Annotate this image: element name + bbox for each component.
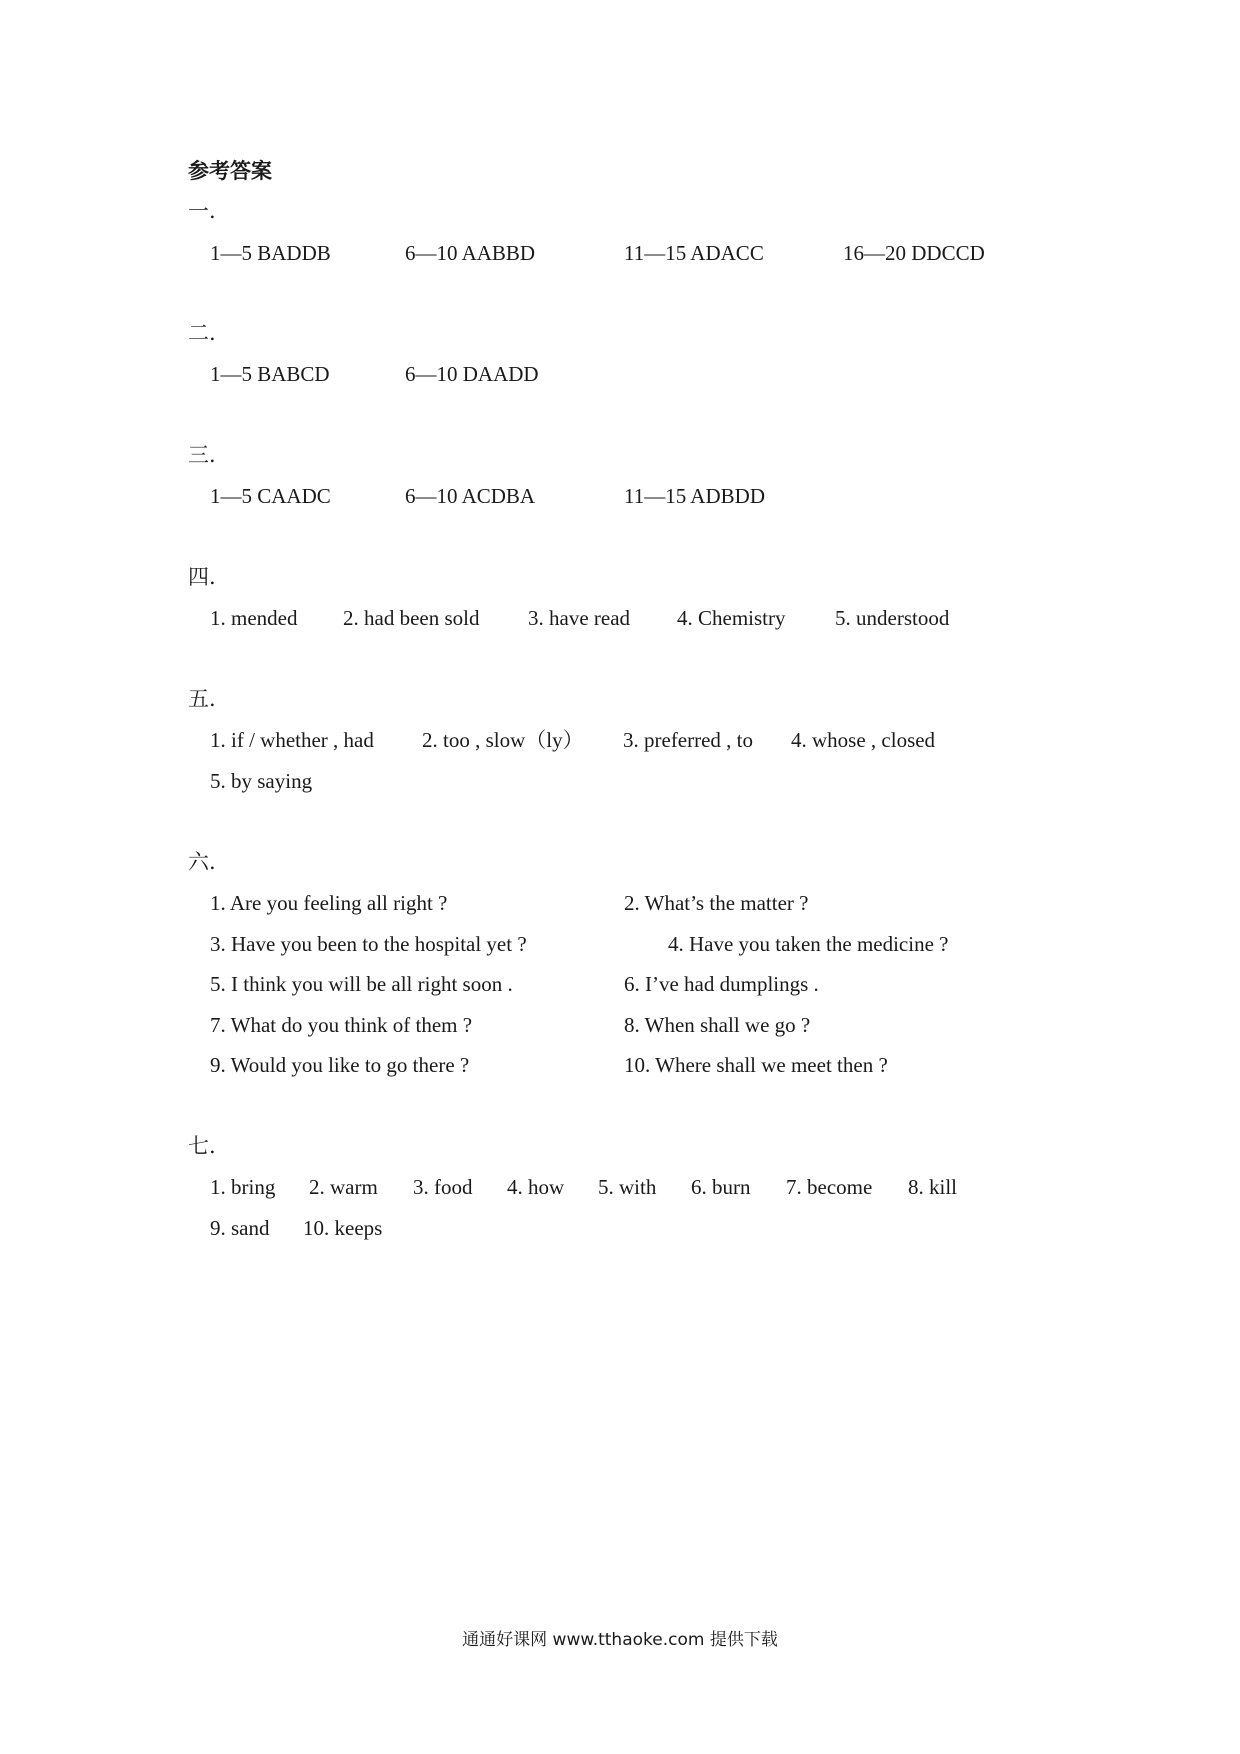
page-title: 参考答案	[188, 159, 272, 183]
answer-row	[0, 359, 1240, 389]
answer-item: 5. I think you will be all right soon .	[210, 972, 513, 996]
section-label-2: 二.	[188, 321, 216, 345]
answer-item: 6—10 AABBD	[405, 241, 536, 265]
answer-row	[0, 1050, 1240, 1080]
answer-item: 6—10 DAADD	[405, 362, 539, 386]
answer-item: 1. bring	[210, 1175, 276, 1199]
section-label-1: 一.	[188, 199, 216, 223]
answer-item: 6. burn	[691, 1175, 751, 1199]
answer-item: 10. Where shall we meet then ?	[624, 1053, 888, 1077]
answer-item: 4. how	[507, 1175, 565, 1199]
answer-item: 10. keeps	[303, 1216, 383, 1240]
answer-item: 9. sand	[210, 1216, 270, 1240]
answer-item: 9. Would you like to go there ?	[210, 1053, 470, 1077]
answer-row	[0, 603, 1240, 633]
answer-item: 7. become	[786, 1175, 873, 1199]
answer-item: 7. What do you think of them ?	[210, 1013, 473, 1037]
answer-item: 11—15 ADBDD	[624, 484, 765, 508]
answer-row	[0, 238, 1240, 268]
answer-item: 8. When shall we go ?	[624, 1013, 811, 1037]
section-label-5: 五.	[188, 687, 216, 711]
answer-item: 6. I’ve had dumplings .	[624, 972, 819, 996]
answer-item: 1. mended	[210, 606, 298, 630]
answer-item: 3. preferred , to	[623, 728, 754, 752]
answer-item: 16—20 DDCCD	[843, 241, 985, 265]
section-label-3: 三.	[188, 443, 216, 467]
answer-row	[0, 1213, 1240, 1243]
answer-item: 4. Chemistry	[677, 606, 786, 630]
answer-item: 6—10 ACDBA	[405, 484, 536, 508]
answer-item: 4. whose , closed	[791, 728, 936, 752]
answer-item: 2. had been sold	[343, 606, 480, 630]
section-label-6: 六.	[188, 850, 216, 874]
answer-item: 11—15 ADACC	[624, 241, 764, 265]
answer-item: 1—5 CAADC	[210, 484, 331, 508]
footer-source-line: 通通好课网 www.tthaoke.com 提供下载	[462, 1630, 778, 1650]
answer-item: 2. warm	[309, 1175, 378, 1199]
answer-item: 5. understood	[835, 606, 950, 630]
answer-item: 8. kill	[908, 1175, 958, 1199]
answer-item: 1. Are you feeling all right ?	[210, 891, 448, 915]
answer-row	[0, 766, 1240, 796]
answer-item: 2. too , slow（ly）	[422, 728, 584, 752]
answer-item: 3. have read	[528, 606, 631, 630]
answer-item: 1—5 BABCD	[210, 362, 330, 386]
answer-row	[0, 929, 1240, 959]
answer-item: 1—5 BADDB	[210, 241, 331, 265]
answer-item: 1. if / whether , had	[210, 728, 374, 752]
answer-row	[0, 1010, 1240, 1040]
answer-item: 5. with	[598, 1175, 657, 1199]
answer-row	[0, 1172, 1240, 1202]
answer-row	[0, 725, 1240, 755]
answer-row	[0, 481, 1240, 511]
answer-item: 3. food	[413, 1175, 473, 1199]
section-label-7: 七.	[188, 1134, 216, 1158]
answer-row	[0, 888, 1240, 918]
answer-item: 2. What’s the matter ?	[624, 891, 809, 915]
answer-item: 5. by saying	[210, 769, 313, 793]
answer-item: 4. Have you taken the medicine ?	[668, 932, 949, 956]
section-label-4: 四.	[188, 565, 216, 589]
answer-item: 3. Have you been to the hospital yet ?	[210, 932, 527, 956]
answer-row	[0, 969, 1240, 999]
